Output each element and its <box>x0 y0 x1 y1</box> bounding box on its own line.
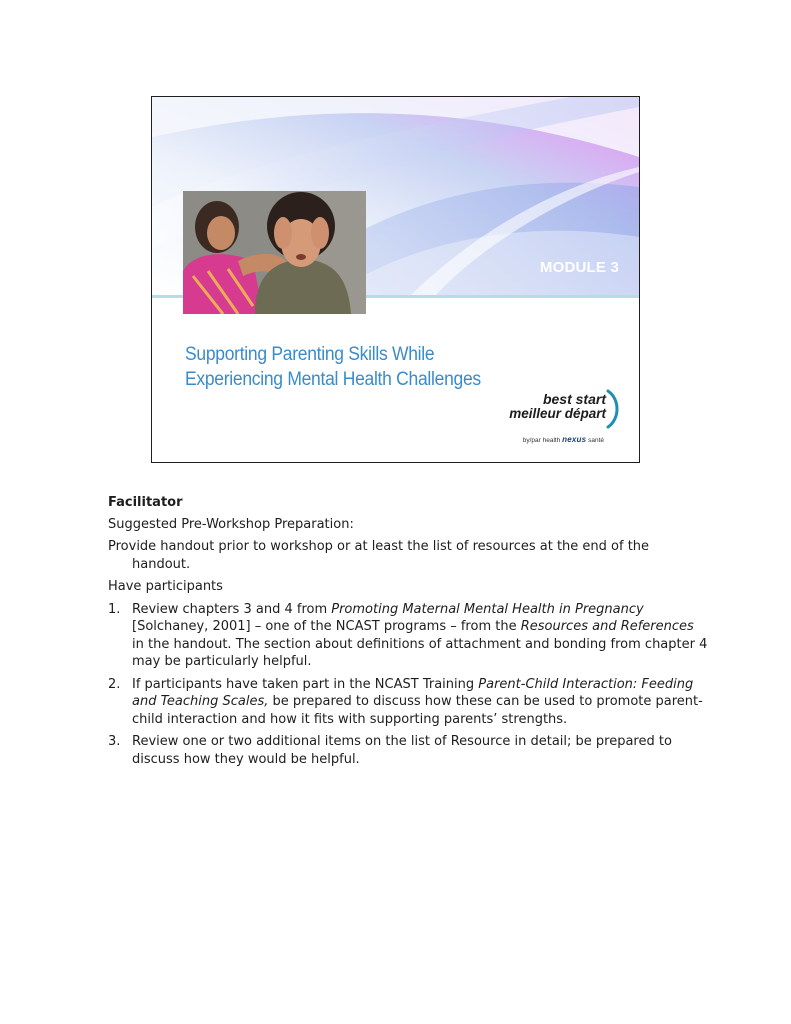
handout-instruction: Provide handout prior to workshop or at least the list of resources at the end of the handout. <box>108 539 650 572</box>
list-number: 3. <box>108 734 121 749</box>
logo-byline-brand: nexus <box>562 435 587 444</box>
slide-title <box>185 342 481 392</box>
module-label: MODULE 3 <box>539 259 619 276</box>
logo-line-2: meilleur départ <box>509 406 606 421</box>
prep-label: Suggested Pre-Workshop Preparation: <box>108 516 354 532</box>
logo-line-1: best start <box>542 391 606 407</box>
item-text: If participants have taken part in the NCAST Training <box>132 676 479 692</box>
preparation-list <box>108 601 708 769</box>
list-number: 1. <box>108 601 121 617</box>
best-start-logo <box>509 387 632 457</box>
list-number: 2. <box>108 676 121 692</box>
notes-heading: Facilitator <box>108 495 183 510</box>
item-text: Review chapters 3 and 4 from <box>132 601 332 617</box>
facilitator-notes <box>108 494 708 773</box>
item-text: Review one or two additional items on the list of Resource in detail; be prepared to discuss how they would be helpful. <box>132 734 672 767</box>
item-title: Parent-Child Interaction: Feeding and Teaching Scales, <box>132 676 694 709</box>
logo-byline-prefix: by/par health <box>522 437 561 444</box>
have-participants: Have participants <box>108 579 223 594</box>
logo-byline <box>523 435 604 444</box>
list-item <box>108 676 708 729</box>
slide-image <box>151 96 640 463</box>
slide-title-line-2: Experiencing Mental Health Challenges <box>185 369 481 390</box>
logo-byline-suffix: santé <box>588 437 604 444</box>
item-text: be prepared to discuss how these can be used to promote parent-child interaction and how it fits with supporting parents’ strengths. <box>132 694 703 727</box>
item-text: [Solchaney, 2001] – one of the NCAST programs – from the <box>132 619 521 634</box>
photo-two-women <box>183 191 366 314</box>
list-item <box>108 733 708 768</box>
list-item <box>108 601 708 671</box>
item-text: in the handout. The section about definitions of attachment and bonding from chapter 4 may be particularly helpful. <box>132 636 708 669</box>
item-title: Resources and References <box>520 619 694 634</box>
slide-title-line-1: Supporting Parenting Skills While <box>185 344 435 365</box>
logo-arc-icon <box>606 389 620 429</box>
item-title: Promoting Maternal Mental Health in Pregnancy <box>331 601 644 617</box>
